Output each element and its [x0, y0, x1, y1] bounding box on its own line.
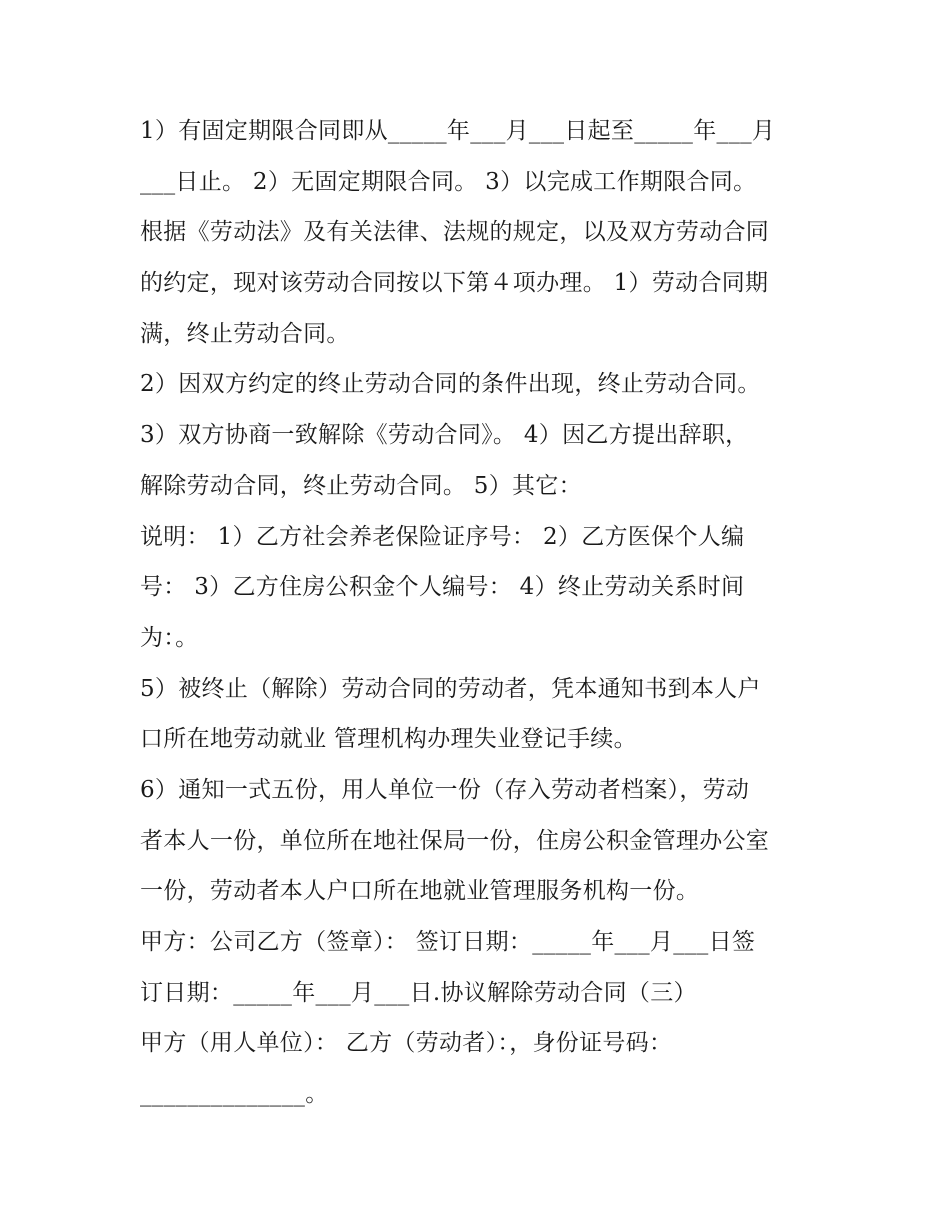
text-line-13: 口所在地劳动就业 管理机构办理失业登记手续。 — [140, 726, 637, 753]
text-line-17: 甲方：公司乙方（签章）： 签订日期：_____年___月___日签 — [140, 929, 756, 955]
text-line-7: 3）双方协商一致解除《劳动合同》。 4）因乙方提出辞职， — [140, 422, 749, 449]
text-line-19: 甲方（用人单位）： 乙方（劳动者）：，身份证号码： — [140, 1030, 673, 1057]
text-line-5: 满，终止劳动合同。 — [140, 320, 350, 347]
text-line-16: 一份，劳动者本人户口所在地就业管理服务机构一份。 — [140, 878, 700, 905]
text-line-11: 为：。 — [140, 624, 199, 651]
text-line-2: ___日止。 2）无固定期限合同。 3）以完成工作期限合同。 — [140, 168, 757, 195]
text-line-20: ______________。 — [140, 1081, 329, 1108]
text-line-3: 根据《劳动法》及有关法律、法规的规定，以及双方劳动合同 — [140, 219, 770, 246]
text-line-9: 说明： 1）乙方社会养老保险证序号： 2）乙方医保个人编 — [140, 523, 745, 550]
text-line-18: 订日期：_____年___月___日.协议解除劳动合同（三） — [140, 979, 697, 1006]
text-line-1: 1）有固定期限合同即从_____年___月___日起至_____年___月 — [140, 118, 776, 144]
text-line-12: 5）被终止（解除）劳动合同的劳动者，凭本通知书到本人户 — [140, 675, 761, 702]
document-body — [140, 106, 830, 1120]
text-line-6: 2）因双方约定的终止劳动合同的条件出现，终止劳动合同。 — [140, 371, 761, 398]
text-line-4: 的约定，现对该劳动合同按以下第４项办理。 1）劳动合同期 — [140, 270, 769, 297]
text-line-10: 号： 3）乙方住房公积金个人编号： 4）终止劳动关系时间 — [140, 574, 745, 601]
text-line-15: 者本人一份，单位所在地社保局一份，住房公积金管理办公室 — [140, 827, 770, 854]
text-line-8: 解除劳动合同，终止劳动合同。 5）其它： — [140, 472, 582, 499]
text-line-14: 6）通知一式五份，用人单位一份（存入劳动者档案），劳动 — [140, 776, 750, 803]
